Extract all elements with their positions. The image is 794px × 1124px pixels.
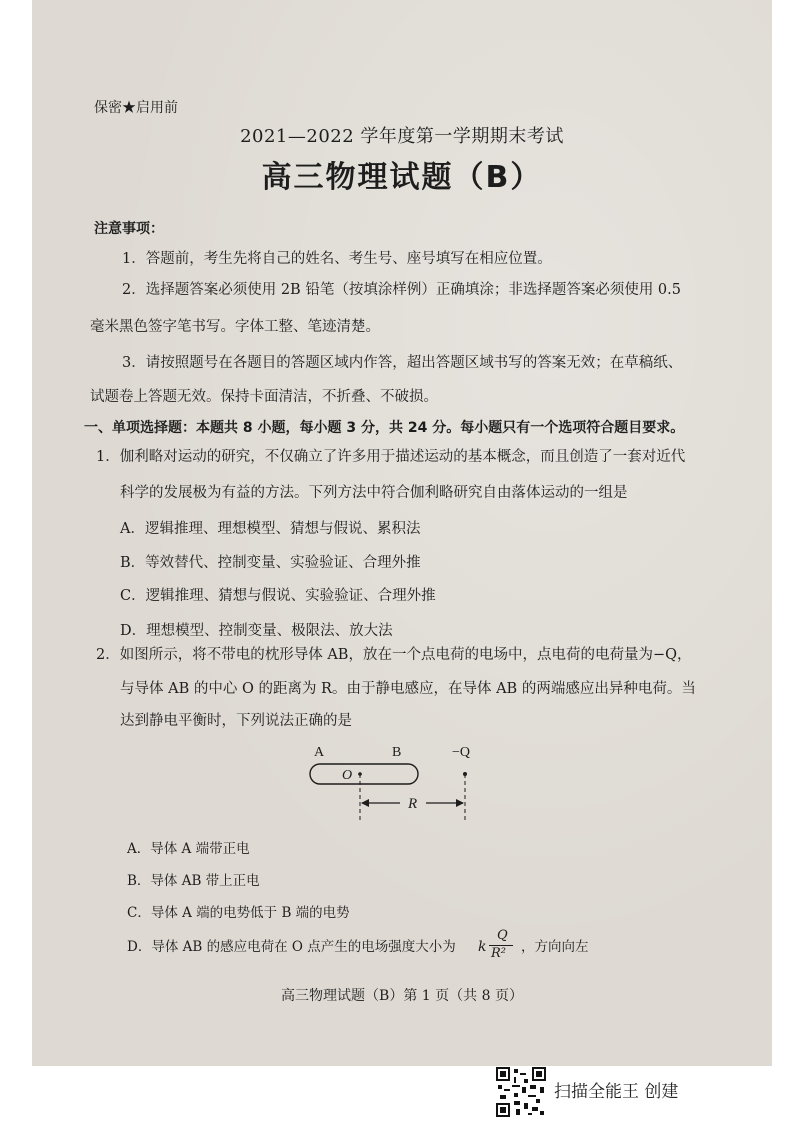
- notice-item-2-line-1: 2．选择题答案必须使用 2B 铅笔（按填涂样例）正确填涂；非选择题答案必须使用 0.5: [122, 282, 681, 298]
- label-o: O: [342, 768, 353, 783]
- q2-option-d-prefix: D．导体 AB 的感应电荷在 O 点产生的电场强度大小为: [127, 939, 456, 955]
- label-r: R: [408, 796, 418, 812]
- q2-option-d-k: k: [478, 939, 487, 955]
- arrowhead-right: [456, 799, 464, 807]
- q2-option-c: C．导体 A 端的电势低于 B 端的电势: [127, 905, 350, 921]
- qr-code-icon: [496, 1067, 546, 1117]
- notice-item-2-line-2: 毫米黑色签字笔书写。字体工整、笔迹清楚。: [90, 319, 380, 335]
- q2-stem-line-1: 2．如图所示，将不带电的枕形导体 AB，放在一个点电荷的电场中，点电荷的电荷量为−Q，: [96, 647, 692, 663]
- label-b: B: [392, 745, 402, 760]
- notice-item-3-line-1: 3．请按照题号在各题目的答题区域内作答，超出答题区域书写的答案无效；在草稿纸、: [122, 355, 683, 371]
- q1-option-b: B．等效替代、控制变量、实验验证、合理外推: [120, 555, 421, 571]
- field-strength-fraction: [489, 928, 519, 964]
- q1-stem-line-1: 1．伽利略对运动的研究，不仅确立了许多用于描述运动的基本概念，而且创造了一套对近代: [96, 449, 686, 465]
- q1-option-d: D．理想模型、控制变量、极限法、放大法: [120, 623, 393, 639]
- q1-option-c: C．逻辑推理、猜想与假说、实验验证、合理外推: [120, 588, 436, 604]
- notice-item-1: 1．答题前，考生先将自己的姓名、考生号、座号填写在相应位置。: [122, 251, 552, 267]
- page-footer: 高三物理试题（B）第 1 页（共 8 页）: [281, 988, 523, 1004]
- exam-page: [32, 0, 772, 1066]
- notice-item-3-line-2: 试题卷上答题无效。保持卡面清洁，不折叠、不破损。: [90, 389, 438, 405]
- label-a: A: [314, 745, 325, 760]
- q1-stem-line-2: 科学的发展极为有益的方法。下列方法中符合伽利略研究自由落体运动的一组是: [120, 485, 628, 501]
- q2-option-d-suffix: ，方向向左: [521, 939, 589, 955]
- confidential-label: 保密★启用前: [94, 100, 178, 116]
- scanner-watermark: 扫描全能王 创建: [554, 1082, 679, 1102]
- q2-option-a: A．导体 A 端带正电: [127, 841, 250, 857]
- conductor-diagram: [302, 740, 502, 830]
- exam-year-line: 2021—2022 学年度第一学期期末考试: [240, 126, 564, 147]
- section-1-heading: 一、单项选择题：本题共 8 小题，每小题 3 分，共 24 分。每小题只有一个选项符合题目要求。: [84, 420, 685, 436]
- fraction-numerator: Q: [497, 928, 508, 943]
- q2-stem-line-2: 与导体 AB 的中心 O 的距离为 R。由于静电感应，在导体 AB 的两端感应出异种电荷。当: [120, 681, 696, 697]
- q1-option-a: A．逻辑推理、理想模型、猜想与假说、累积法: [120, 521, 421, 537]
- label-charge: −Q: [452, 745, 471, 760]
- q2-option-b: B．导体 AB 带上正电: [127, 873, 260, 889]
- pillow-conductor: [310, 764, 418, 784]
- notice-heading: 注意事项：: [94, 221, 164, 237]
- fraction-denominator: R²: [491, 946, 506, 961]
- arrowhead-left: [361, 799, 369, 807]
- q2-stem-line-3: 达到静电平衡时，下列说法正确的是: [120, 713, 352, 729]
- exam-title: 高三物理试题（B）: [261, 160, 543, 195]
